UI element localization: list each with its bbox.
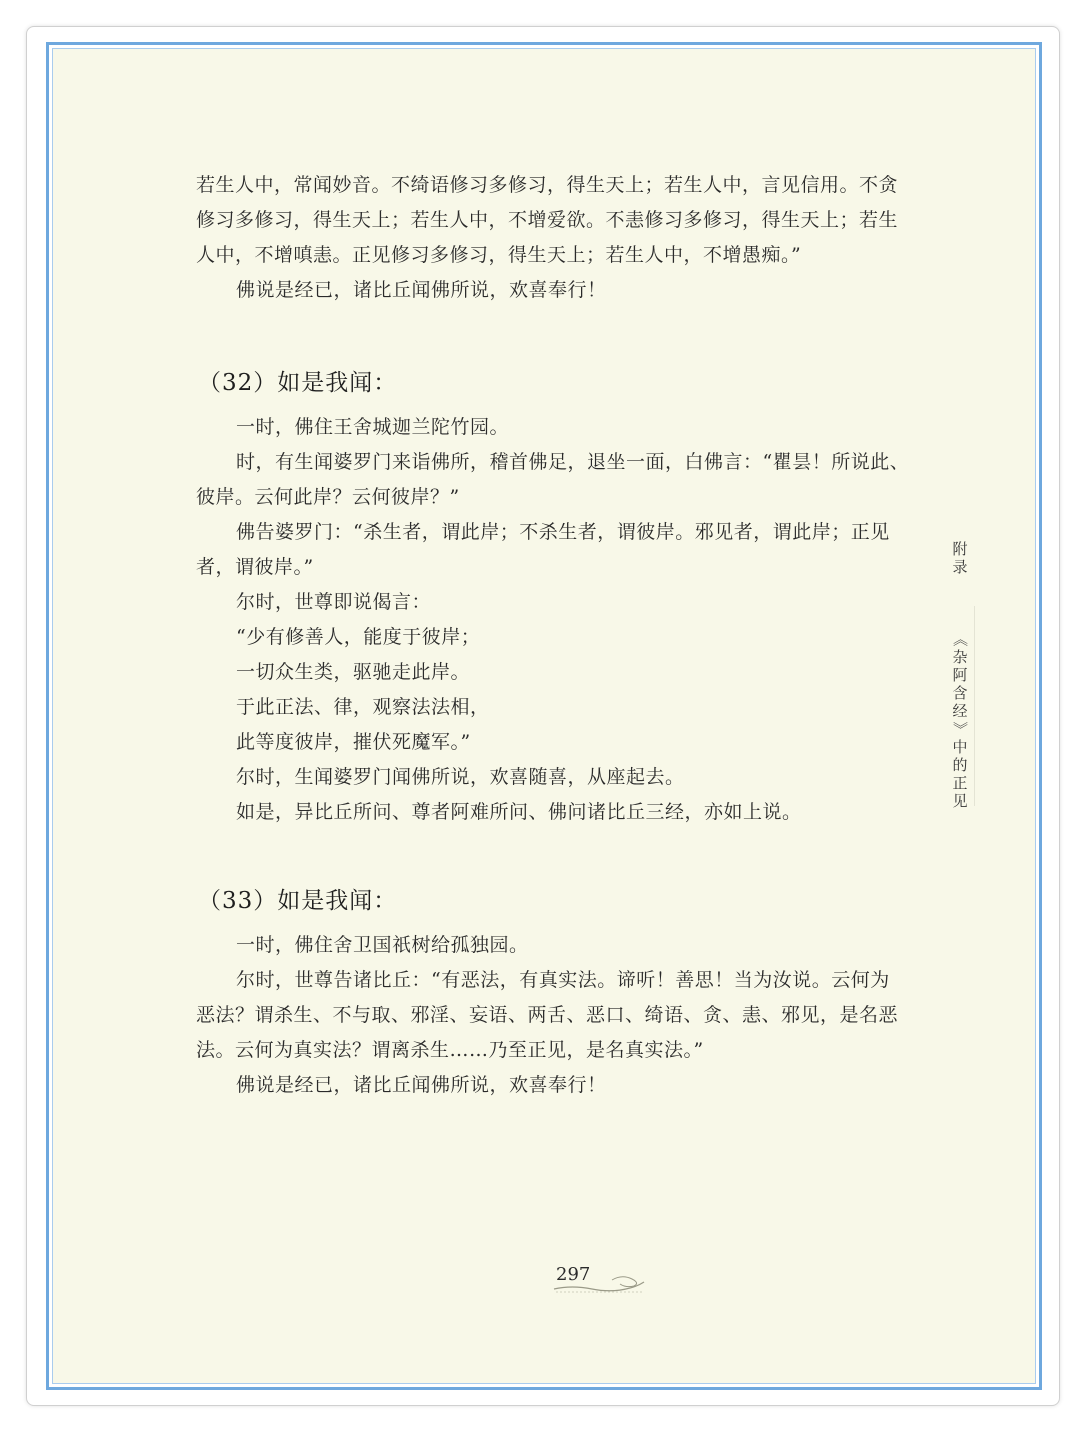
section-33-body [196,928,908,1103]
text-line: 一切众生类，驱驰走此岸。 [236,661,471,683]
page-number: 297 [556,1264,591,1285]
text-line: 人中，不增嗔恚。正见修习多修习，得生天上；若生人中，不增愚痴。” [196,244,802,266]
text-line: 法。云何为真实法？谓离杀生……乃至正见，是名真实法。” [196,1039,704,1061]
section-heading-32: （32）如是我闻： [198,370,398,396]
text-line: 此等度彼岸，摧伏死魔军。” [236,731,471,753]
text-line: 彼岸。云何此岸？云何彼岸？” [196,486,460,508]
text-line: 者，谓彼岸。” [196,556,314,578]
text-line: 修习多修习，得生天上；若生人中，不增爱欲。不恚修习多修习，得生天上；若生 [196,209,899,231]
text-line: 尔时，世尊即说偈言： [236,591,432,613]
text-line: 一时，佛住王舍城迦兰陀竹园。 [236,416,510,438]
closing-line: 佛说是经已，诸比丘闻佛所说，欢喜奉行！ [236,279,607,301]
section-heading-33: （33）如是我闻： [198,888,398,914]
text-line: 一时，佛住舍卫国祇树给孤独园。 [236,934,529,956]
text-line: 时，有生闻婆罗门来诣佛所，稽首佛足，退坐一面，白佛言：“瞿昙！所说此、 [236,451,910,473]
text-line: 如是，异比丘所问、尊者阿难所问、佛问诸比丘三经，亦如上说。 [236,801,802,823]
side-caption-section: 附 录 [952,540,968,576]
side-divider [974,606,975,806]
text-line: 佛说是经已，诸比丘闻佛所说，欢喜奉行！ [236,1074,607,1096]
text-line: 佛告婆罗门：“杀生者，谓此岸；不杀生者，谓彼岸。邪见者，谓此岸；正见 [236,521,890,543]
text-line: 恶法？谓杀生、不与取、邪淫、妄语、两舌、恶口、绮语、贪、恚、邪见，是名恶 [196,1004,899,1026]
text-line: 尔时，世尊告诸比丘：“有恶法，有真实法。谛听！善思！当为汝说。云何为 [236,969,890,991]
top-paragraph [196,168,908,308]
side-caption-title: 《 杂 阿 含 经 》 中 的 正 见 [951,631,969,810]
section-32-body [196,410,908,830]
text-line: “少有修善人，能度于彼岸； [236,626,481,648]
text-line: 若生人中，常闻妙音。不绮语修习多修习，得生天上；若生人中，言见信用。不贪 [196,174,899,196]
text-line: 于此正法、律，观察法法相， [236,696,490,718]
text-line: 尔时，生闻婆罗门闻佛所说，欢喜随喜，从座起去。 [236,766,685,788]
